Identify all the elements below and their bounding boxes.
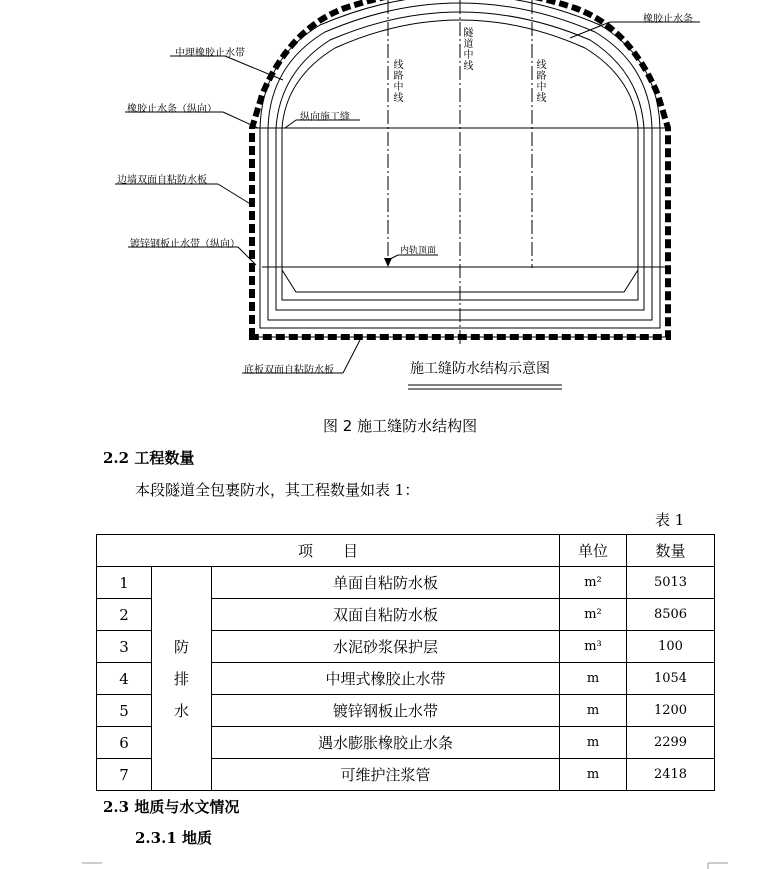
table-header-row <box>97 535 715 567</box>
row-unit: m² <box>560 599 627 631</box>
row-qty: 8506 <box>627 599 715 631</box>
row-no: 7 <box>97 759 152 791</box>
category-char: 防 <box>173 637 189 656</box>
table-row <box>97 567 715 599</box>
label-route-center-left: 线路中线 <box>393 60 404 104</box>
row-unit: m <box>560 759 627 791</box>
table-label: 表 1 <box>655 511 685 529</box>
section-heading-2-2: 2.2 工程数量 <box>103 449 195 467</box>
row-unit: m² <box>560 567 627 599</box>
row-no: 3 <box>97 631 152 663</box>
quantity-table <box>96 534 715 791</box>
row-unit: m³ <box>560 631 627 663</box>
label-side-wall-board: 边墙双面自粘防水板 <box>117 175 207 186</box>
category-char: 水 <box>173 701 189 720</box>
row-no: 6 <box>97 727 152 759</box>
header-unit: 单位 <box>560 535 627 567</box>
waterproof-structure-diagram <box>0 0 780 410</box>
row-no: 4 <box>97 663 152 695</box>
row-qty: 5013 <box>627 567 715 599</box>
section-paragraph: 本段隧道全包裹防水，其工程数量如表 1： <box>135 481 420 499</box>
label-route-center-right: 线路中线 <box>536 60 547 104</box>
row-unit: m <box>560 727 627 759</box>
row-qty: 1200 <box>627 695 715 727</box>
row-qty: 1054 <box>627 663 715 695</box>
row-name: 水泥砂浆保护层 <box>212 631 560 663</box>
row-no: 5 <box>97 695 152 727</box>
header-item: 项 目 <box>97 535 560 567</box>
row-name: 遇水膨胀橡胶止水条 <box>212 727 560 759</box>
row-name: 中埋式橡胶止水带 <box>212 663 560 695</box>
section-heading-2-3-1: 2.3.1 地质 <box>135 829 212 847</box>
category-char: 排 <box>173 669 189 688</box>
label-bottom-board: 底板双面自粘防水板 <box>244 365 334 376</box>
row-unit: m <box>560 695 627 727</box>
row-name: 可维护注浆管 <box>212 759 560 791</box>
label-galvanized-plate: 镀锌钢板止水带（纵向） <box>130 239 240 250</box>
section-heading-2-3: 2.3 地质与水文情况 <box>103 798 240 816</box>
label-embedded-waterstop: 中埋橡胶止水带 <box>175 48 245 59</box>
row-qty: 100 <box>627 631 715 663</box>
row-qty: 2418 <box>627 759 715 791</box>
label-rail-top: 内轨顶面 <box>400 246 437 256</box>
label-rubber-strip-top: 橡胶止水条 <box>643 14 693 25</box>
header-qty: 数量 <box>627 535 715 567</box>
page-margin-marks <box>0 855 780 869</box>
label-longitudinal-joint: 纵向施工缝 <box>300 112 350 123</box>
figure-caption: 图 2 施工缝防水结构图 <box>323 417 478 435</box>
label-tunnel-center: 隧道中线 <box>463 28 474 72</box>
row-name: 双面自粘防水板 <box>212 599 560 631</box>
row-qty: 2299 <box>627 727 715 759</box>
row-no: 2 <box>97 599 152 631</box>
row-unit: m <box>560 663 627 695</box>
row-name: 镀锌钢板止水带 <box>212 695 560 727</box>
diagram-title: 施工缝防水结构示意图 <box>410 361 550 377</box>
label-rubber-strip-longitudinal: 橡胶止水条（纵向） <box>127 104 217 115</box>
row-no: 1 <box>97 567 152 599</box>
category-cell <box>152 567 212 791</box>
row-name: 单面自粘防水板 <box>212 567 560 599</box>
